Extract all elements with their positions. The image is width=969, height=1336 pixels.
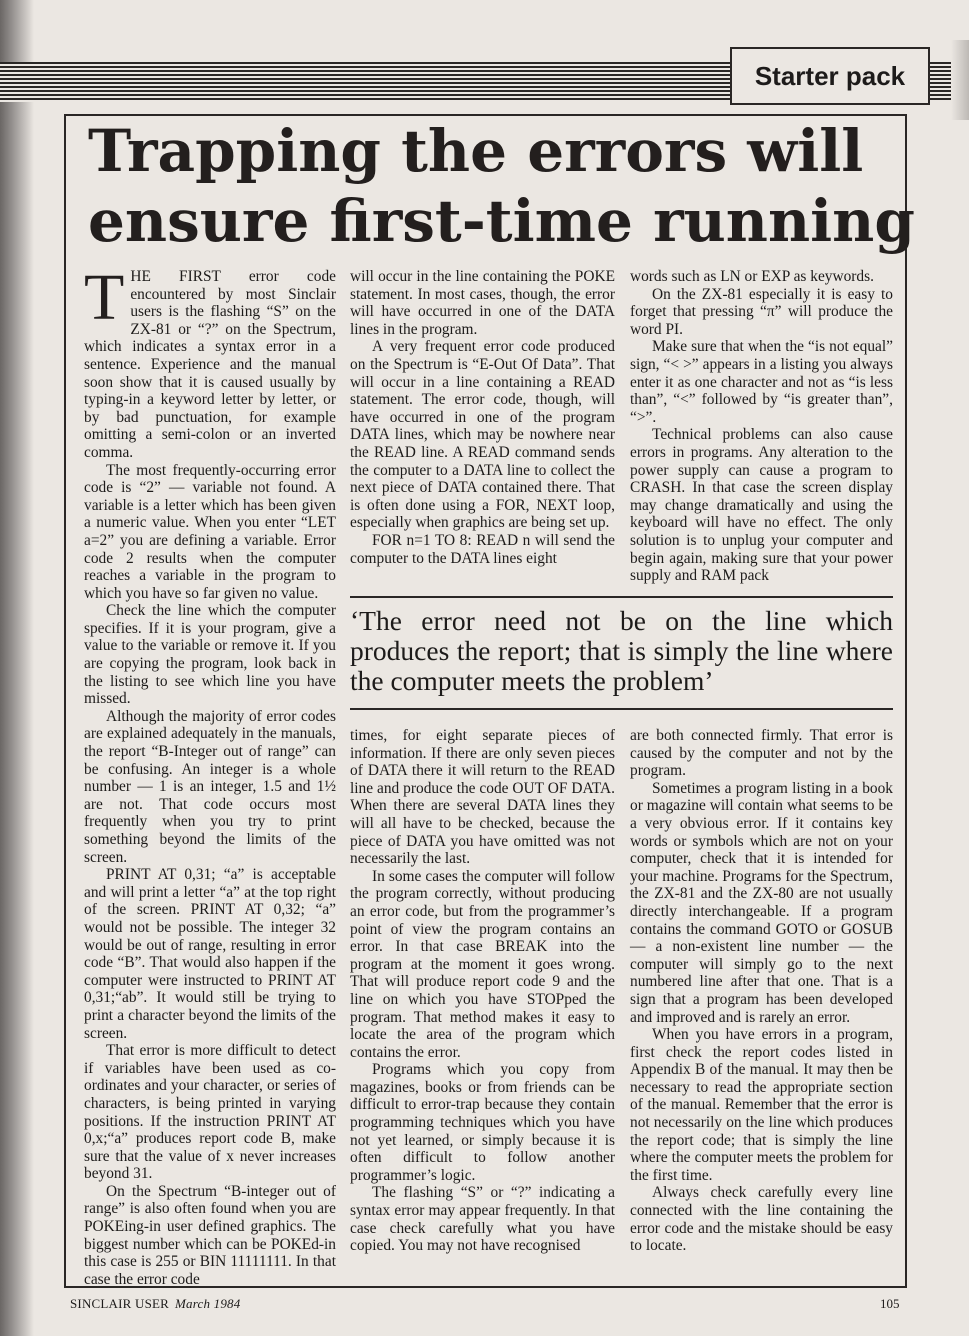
paragraph: Although the majority of error codes are explained adequately in the manuals, the report “B-Integer out of range” can be confusing. An integer is a whole number — 1 is an integer, 1.5 and 1½ are not. That code occurs most frequently when you try to print something beyond the limits of the screen. — [84, 707, 336, 866]
paragraph: times, for eight separate pieces of information. If there are only seven pieces of DATA there it will return to the READ line and produce the code OUT OF DATA. When there are several DATA lines they will all have to be checked, because the piece of DATA you have omitted was not necessarily the last. — [350, 727, 615, 868]
page-edge — [951, 40, 969, 120]
paragraph: words such as LN or EXP as keywords. — [630, 268, 874, 285]
paragraph: Programs which you copy from magazines, books or from friends can be difficult to error-trap because they contain programming techniques which you have not yet learned, or simply because it is often difficult to follow another programmer’s logic. — [350, 1061, 615, 1184]
paragraph: Make sure that when the “is not equal” sign, “< >” appears in a listing you always enter it as one character and not as “is less than”, “<” followed by “is greater than”, “>”. — [630, 338, 893, 426]
paragraph: A very frequent error code produced on the Spectrum is “E-Out Of Data”. That will occur in a line containing a READ statement. The error code, though, will have occurred in one of the program DATA lines, which may be nowhere near the READ line. A READ command sends the computer to a DATA line to collect the next piece of DATA contained there. That is often done using a FOR, NEXT loop, especially when graphics are being set up. — [350, 338, 615, 532]
book-spine-shadow — [0, 0, 34, 1336]
paragraph: In some cases the computer will follow the program correctly, without producing an error code, but from the programmer’s point of view the program contains an error. In that case BREAK into the program at the moment it goes wrong. That will produce report code 9 and the line on which you have STOPped the program. That method makes it easy to locate the area of the program which contains the error. — [350, 867, 615, 1061]
publication-name: SINCLAIR USER — [70, 1296, 170, 1311]
paragraph: will occur in the line containing the POKE statement. In most cases, though, the error will have occurred in one of the DATA lines in the program. — [350, 268, 615, 338]
footer-publication — [70, 1296, 240, 1312]
column-1 — [84, 261, 336, 1288]
paragraph: FOR n=1 TO 8: READ n will send the computer to the DATA lines eight — [350, 531, 615, 567]
paragraph: THE FIRST error code encountered by most Sinclair users is the flashing “S” on the ZX-81 or “?” on the Spectrum, which indicates a syntax error in a sentence. Experience and the manual soon show that it is caused usually by typing-in a keyword letter by letter, or by bad punctuation, for example omitting a semi-colon or an inverted comma. — [84, 261, 336, 461]
column-3-top — [630, 268, 893, 585]
paragraph: are both connected firmly. That error is caused by the computer and not by the program. — [630, 727, 893, 780]
paragraph: On the ZX-81 especially it is easy to forget that pressing “π” will produce the word PI. — [630, 285, 893, 338]
paragraph: Technical problems can also cause errors in programs. Any alteration to the power supply can cause a program to CRASH. In that case the screen display may change dramatically and using the keyboard will have no effect. The only solution is to unplug your computer and begin again, making sure that your power supply and RAM pack — [630, 426, 893, 585]
pull-quote-bottom-rule — [350, 708, 893, 710]
paragraph: The most frequently-occurring error code is “2” — variable not found. A variable is a letter which has been given a numeric value. When you enter “LET a=2” you are defining a variable. Error code 2 results when the computer reaches a variable in the program to which you have so far given no value. — [84, 461, 336, 602]
column-2-bottom — [350, 727, 615, 1255]
paragraph: On the Spectrum “B-integer out of range” is also often found when you are POKEing-in user defined graphics. The biggest number which can be POKEd-in this case is 255 or BIN 11111111. In that case the error code — [84, 1182, 336, 1288]
headline-line-1: Trapping the errors will — [88, 117, 864, 185]
section-tab: Starter pack — [730, 47, 930, 105]
paragraph: Check the line which the computer specifies. If it is your program, give a value to the variable or remove it. If you are copying the program, look back in the listing to see which line you have missed. — [84, 602, 336, 708]
page-number: 105 — [880, 1296, 900, 1311]
paragraph: Always check carefully every line connected with the line containing the error code and the mistake should be easy to locate. — [630, 1184, 893, 1255]
column-3-bottom — [630, 727, 893, 1255]
pull-quote: ‘The error need not be on the line which produces the report; that is simply the line where the computer meets the problem’ — [350, 605, 893, 696]
paragraph: When you have errors in a program, first check the report codes listed in Appendix B of the manual. It may then be necessary to read the appropriate section of the manual. Remember that the error is not necessarily on the line which produces the report code; that is simply the line where the computer meets the problem for the first time. — [630, 1026, 893, 1184]
paragraph: The flashing “S” or “?” indicating a syntax error may appear frequently. In that case check carefully what you have copied. You may not have recognised — [350, 1184, 615, 1255]
paragraph: PRINT AT 0,31; “a” is acceptable and will print a letter “a” at the top right of the screen. PRINT AT 0,32; “a” would not be possible. The integer 32 would be out of range, resulting in error code “B”. That would also happen if the computer were instructed to PRINT AT 0,31;“ab”. It would still be trying to print a character beyond the limits of the screen. — [84, 866, 336, 1042]
paragraph: Sometimes a program listing in a book or magazine will contain what seems to be a very obvious error. If it contains key words or symbols which are not on your computer, check that it is intended for your machine. Programs for the Spectrum, the ZX-81 and the ZX-80 are not usually directly interchangeable. If a program contains the command GOTO or GOSUB — a non-existent line number — the computer will simply go to the next numbered line after that one. That is a sign that a program has been developed and improved and is rarely an error. — [630, 779, 893, 1026]
pull-quote-top-rule — [350, 596, 893, 598]
headline-line-2: ensure first-time running — [88, 187, 915, 255]
headline — [88, 116, 915, 256]
drop-cap: T — [84, 261, 125, 334]
paragraph: That error is more difficult to detect if variables have been used as co-ordinates and your character, or series of characters, is being printed in varying positions. If the instruction PRINT AT 0,x;“a” produces report code B, make sure that the value of x never increases beyond 31. — [84, 1042, 336, 1183]
column-2-top — [350, 268, 615, 567]
issue-date: March 1984 — [175, 1296, 241, 1311]
